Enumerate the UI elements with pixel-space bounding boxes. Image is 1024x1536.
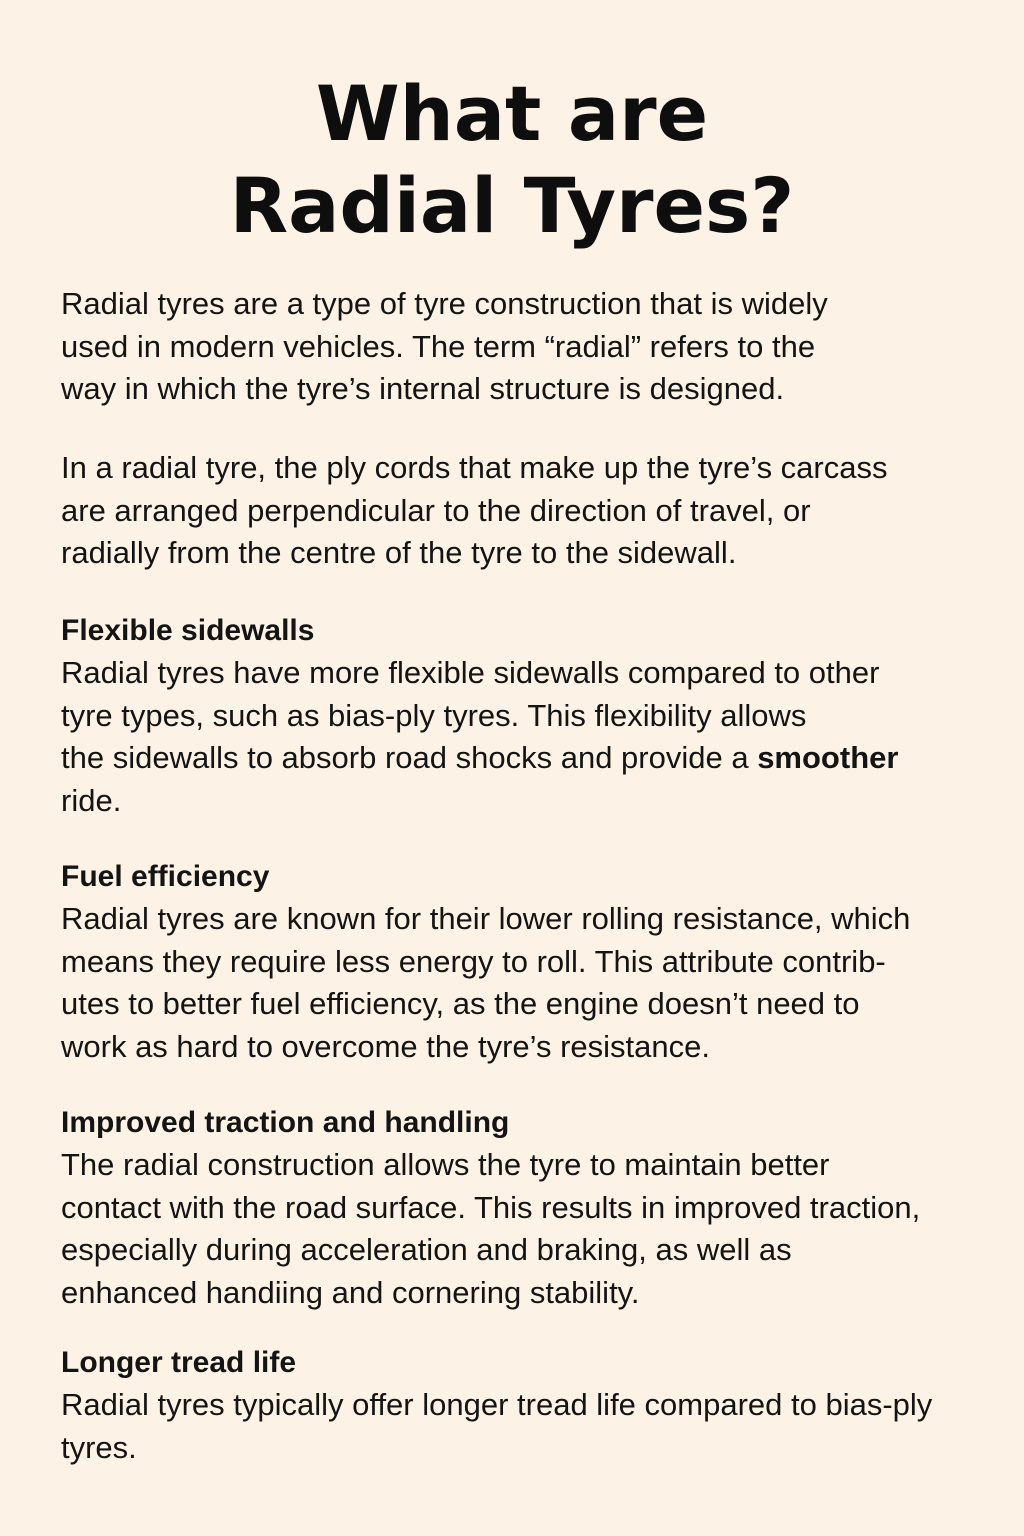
section-line: means they require less energy to roll. This attribute contrib- [61, 943, 886, 979]
section-line: especially during acceleration and braking, as well as [61, 1232, 792, 1267]
section-line: enhanced handiing and cornering stability. [61, 1274, 640, 1310]
page-title [0, 68, 1024, 252]
section-fuel-efficiency [61, 856, 1001, 1068]
section-heading: Longer tread life [61, 1346, 297, 1379]
section-tread-life [61, 1342, 1001, 1469]
construction-line: In a radial tyre, the ply cords that make up the tyre’s carcass [61, 450, 888, 485]
section-line: utes to better fuel efficiency, as the engine doesn’t need to [61, 986, 860, 1021]
section-flexible-sidewalls [61, 610, 1001, 822]
section-line: tyre types, such as bias-ply tyres. This flexibility allows [61, 697, 807, 733]
intro-line: used in modern vehicles. The term “radial” refers to the [61, 328, 816, 364]
section-traction-handling [61, 1102, 1001, 1314]
section-heading: Fuel efficiency [61, 860, 270, 893]
section-line: Radial tyres typically offer longer tread life compared to bias-ply [61, 1387, 933, 1422]
section-line: The radial construction allows the tyre to maintain better [61, 1147, 830, 1182]
construction-paragraph [61, 447, 1001, 575]
intro-line: way in which the tyre’s internal structure is designed. [61, 371, 785, 406]
section-line [61, 737, 1001, 780]
section-line: ride. [61, 782, 122, 818]
section-line: Radial tyres have more flexible sidewalls compared to other [61, 655, 880, 690]
section-heading: Flexible sidewalls [61, 614, 315, 647]
construction-line: radially from the centre of the tyre to the sidewall. [61, 535, 737, 570]
emphasis-text: smoother [757, 740, 899, 775]
section-line-text: the sidewalls to absorb road shocks and provide a [61, 740, 758, 775]
intro-line: Radial tyres are a type of tyre construction that is widely [61, 286, 828, 321]
title-line-1: What are [315, 69, 709, 158]
section-line: contact with the road surface. This results in improved traction, [61, 1189, 921, 1225]
section-line: Radial tyres are known for their lower rolling resistance, which [61, 901, 911, 936]
section-line: tyres. [61, 1429, 137, 1465]
section-line: work as hard to overcome the tyre’s resistance. [61, 1028, 710, 1064]
title-line-2: Radial Tyres? [229, 161, 795, 250]
section-heading: Improved traction and handling [61, 1106, 510, 1139]
intro-paragraph [61, 283, 1001, 411]
construction-line: are arranged perpendicular to the direction of travel, or [61, 492, 811, 528]
